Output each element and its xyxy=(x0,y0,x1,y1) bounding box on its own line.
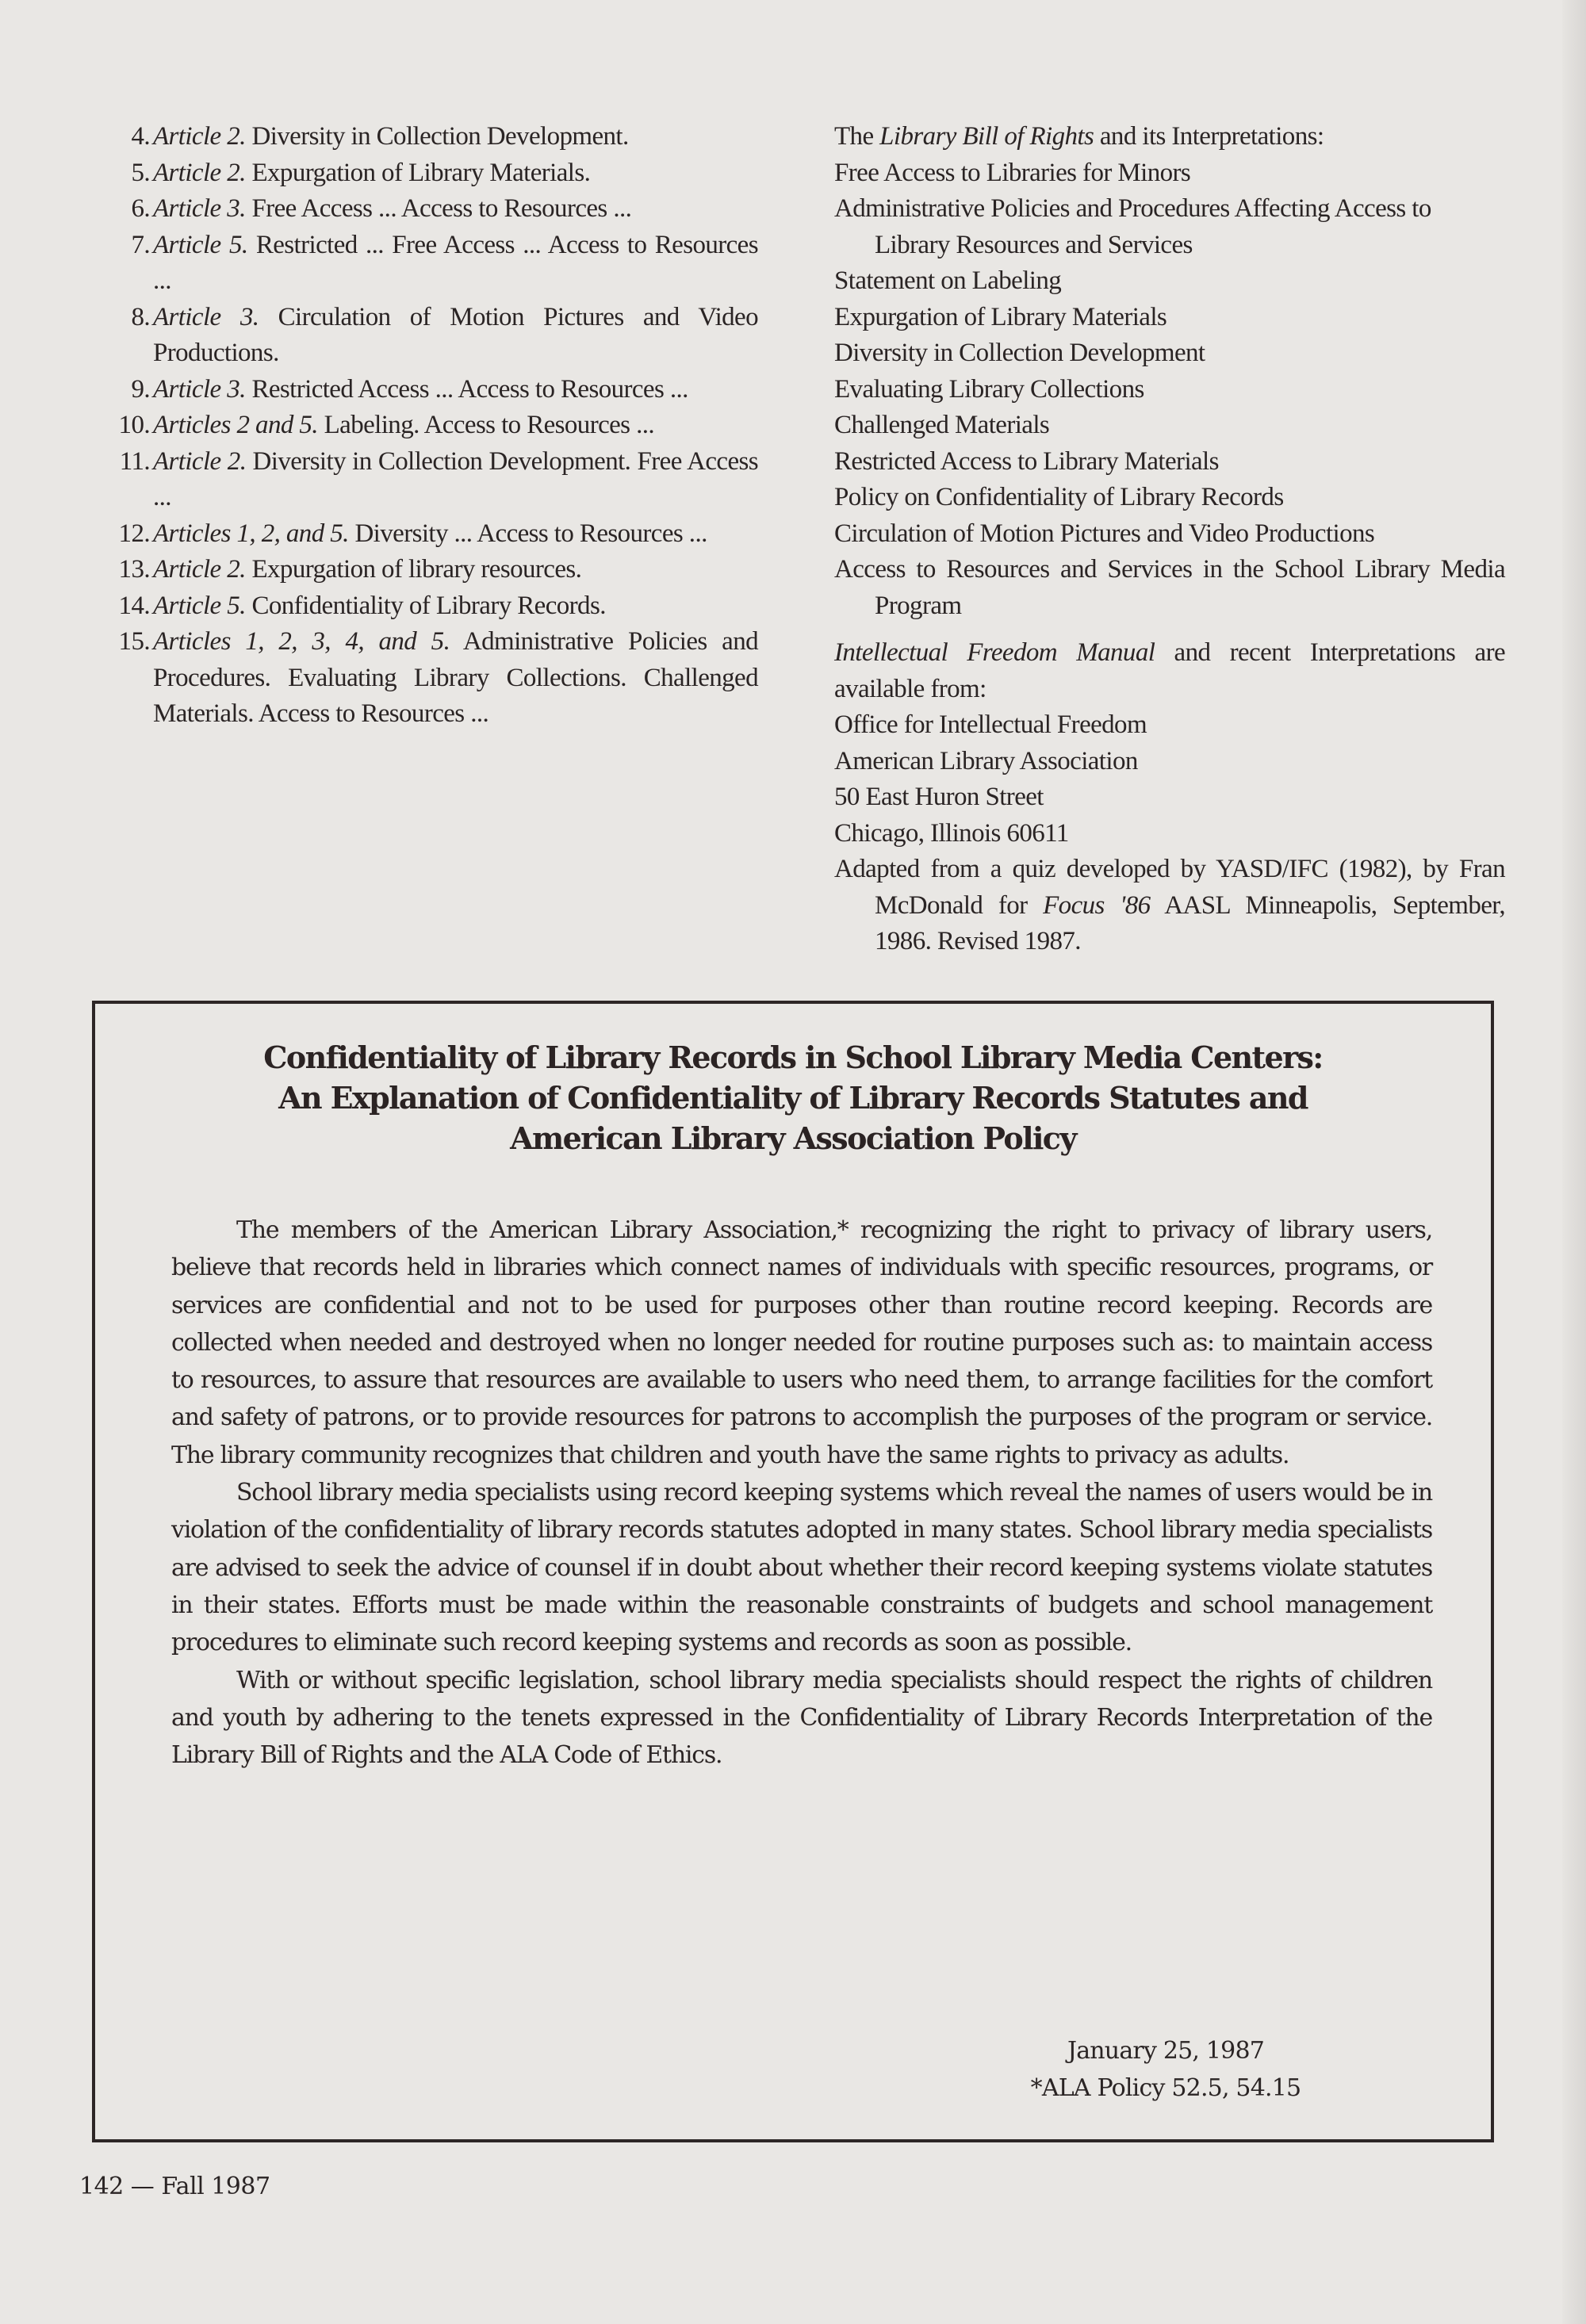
policy-date: January 25, 1987 xyxy=(1067,2037,1265,2065)
interpretation-item: Expurgation of Library Materials xyxy=(834,302,1167,331)
interpretation-item: Statement on Labeling xyxy=(834,266,1062,295)
answer-item: 9. Article 3. Restricted Access ... Access to Resources ... xyxy=(131,374,688,404)
article-ref: Article 3. xyxy=(153,302,259,331)
article-ref: Article 5. xyxy=(153,230,248,259)
interpretation-item: Challenged Materials xyxy=(834,411,1050,439)
interpretation-item: Restricted Access to Library Materials xyxy=(834,446,1219,476)
answer-item: 4. Article 2. Diversity in Collection Development. xyxy=(131,122,629,151)
article-ref: Article 2. xyxy=(153,446,247,476)
answer-item: 7. Article 5. Restricted ... Free Access ... Access to Resources ... xyxy=(131,230,758,295)
address-line: Office for Intellectual Freedom xyxy=(834,710,1147,739)
article-ref: Article 2. xyxy=(153,555,246,584)
policy-footnote: *ALA Policy 52.5, 54.15 xyxy=(1030,2074,1301,2102)
page-edge-shadow xyxy=(1562,0,1586,2324)
policy-title: Confidentiality of Library Records in School Library Media Centers: An Explanation of Confidentiality of Library Records Statutes and American Library Association Policy xyxy=(263,1039,1323,1156)
interpretation-item: Administrative Policies and Procedures Affecting Access to Library Resources and Services xyxy=(834,194,1431,259)
answer-item: 5. Article 2. Expurgation of Library Materials. xyxy=(131,158,591,187)
library-bill-of-rights-title: Library Bill of Rights xyxy=(879,122,1094,151)
interpretation-item: Free Access to Libraries for Minors xyxy=(834,158,1191,187)
article-ref: Article 3. xyxy=(153,194,246,223)
answer-item: 10. Articles 2 and 5. Labeling. Access to Resources ... xyxy=(118,411,655,439)
address-line: 50 East Huron Street xyxy=(834,783,1044,811)
manual-title: Intellectual Freedom Manual xyxy=(834,638,1155,667)
confidentiality-policy-box xyxy=(92,1001,1494,2142)
answer-item: 6. Article 3. Free Access ... Access to Resources ... xyxy=(131,194,632,223)
page-footer: 142 — Fall 1987 xyxy=(79,2173,270,2200)
policy-signature xyxy=(967,2032,1364,2107)
article-ref: Article 2. xyxy=(153,158,246,187)
answer-item: 8. Article 3. Circulation of Motion Pictures and Video Productions. xyxy=(131,302,758,367)
article-ref: Article 3. xyxy=(153,374,246,404)
interpretation-item: Policy on Confidentiality of Library Records xyxy=(834,483,1284,511)
article-ref: Articles 1, 2, and 5. xyxy=(153,519,349,548)
answer-item: 15. Articles 1, 2, 3, 4, and 5. Administrative Policies and Procedures. Evaluating Library Collections. Challenged Materials. Access to Resources ... xyxy=(118,627,758,728)
interpretation-item: Diversity in Collection Development xyxy=(834,339,1205,367)
answer-key-list xyxy=(116,119,758,733)
answer-item: 11. Article 2. Diversity in Collection Development. Free Access ... xyxy=(119,446,758,511)
address-line: Chicago, Illinois 60611 xyxy=(834,818,1069,848)
address-line: American Library Association xyxy=(834,746,1138,775)
answer-item: 14. Article 5. Confidentiality of Library Records. xyxy=(118,591,606,620)
policy-paragraph: With or without specific legislation, school library media specialists should respect the rights of children and youth by adhering to the tenets expressed in the Confidentiality of Library Records Interpretation of the Library Bill of Rights and the ALA Code of Ethics. xyxy=(171,1666,1432,1770)
policy-paragraph: School library media specialists using record keeping systems which reveal the names of users would be in violation of the confidentiality of library records statutes adopted in many states. School library media specialists are advised to seek the advice of counsel if in doubt about whether their record keeping systems violate statutes in their states. Efforts must be made within the reasonable constraints of budgets and school management procedures to eliminate such record keeping systems and records as soon as possible. xyxy=(171,1479,1432,1657)
article-ref: Articles 1, 2, 3, 4, and 5. xyxy=(153,627,450,656)
policy-paragraph: The members of the American Library Association,* recognizing the right to privacy of library users, believe that records held in libraries which connect names of individuals with specific resources, programs, or services are confidential and not to be used for purposes other than routine record keeping. Records are collected when needed and destroyed when no longer needed for routine purposes such as: to maintain access to resources, to assure that resources are available to users who need them, to arrange facilities for the comfort and safety of patrons, or to provide resources for patrons to accomplish the purposes of the program or service. The library community recognizes that children and youth have the same rights to privacy as adults. xyxy=(171,1216,1432,1469)
answer-item: 13. Article 2. Expurgation of library resources. xyxy=(118,555,582,584)
interpretations-intro: The Library Bill of Rights and its Interpretations: xyxy=(834,122,1324,151)
article-ref: Article 2. xyxy=(153,122,246,151)
article-ref: Article 5. xyxy=(153,591,246,620)
interpretations-column xyxy=(834,119,1505,960)
availability-note: Intellectual Freedom Manual and recent Interpretations are available from: xyxy=(834,638,1505,703)
credit-note: Adapted from a quiz developed by YASD/IFC (1982), by Fran McDonald for Focus '86 AASL Minneapolis, September, 1986. Revised 1987. xyxy=(834,855,1505,955)
interpretation-item: Access to Resources and Services in the School Library Media Program xyxy=(834,555,1505,620)
interpretation-item: Circulation of Motion Pictures and Video Productions xyxy=(834,519,1375,548)
article-ref: Articles 2 and 5. xyxy=(153,411,318,439)
answer-item: 12. Articles 1, 2, and 5. Diversity ... Access to Resources ... xyxy=(118,519,707,548)
interpretation-item: Evaluating Library Collections xyxy=(834,374,1144,404)
focus-86-title: Focus '86 xyxy=(1043,890,1151,920)
policy-body xyxy=(171,1212,1432,1774)
